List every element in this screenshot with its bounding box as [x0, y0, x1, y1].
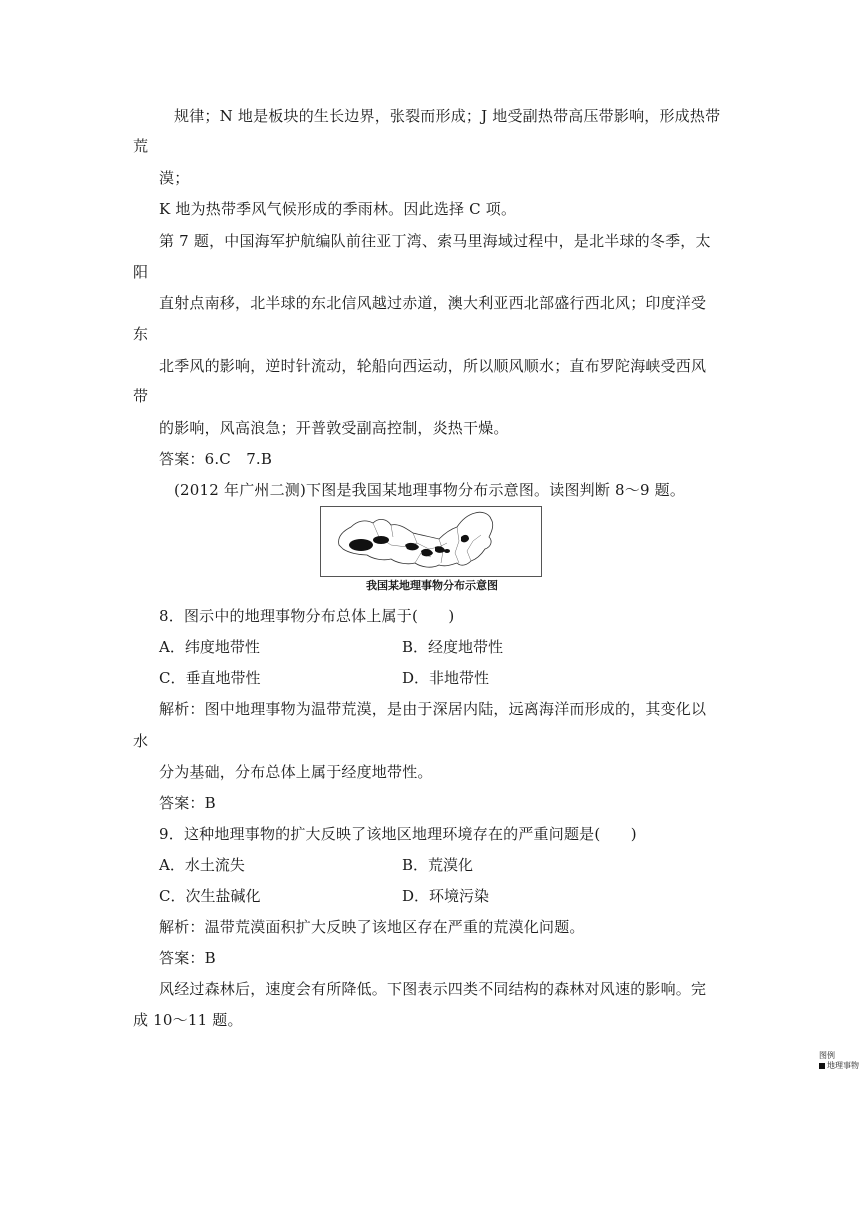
question-9-stem: 9．这种地理事物的扩大反映了该地区地理环境存在的严重问题是( ) [159, 825, 637, 843]
q9-option-a: A．水土流失 [159, 856, 245, 874]
text-line: K 地为热带季风气候形成的季雨林。因此选择 C 项。 [159, 200, 517, 218]
question-8-stem: 8．图示中的地理事物分布总体上属于( ) [159, 607, 455, 625]
china-map-icon [321, 507, 541, 576]
text-line: 直射点南移，北半球的东北信风越过赤道，澳大利亚西北部盛行西北风；印度洋受 [159, 294, 707, 312]
q8-answer: 答案：B [159, 794, 216, 812]
q8-option-d: D．非地带性 [402, 669, 490, 687]
q8-analysis: 水 [133, 732, 149, 750]
legend-swatch [819, 1063, 825, 1069]
q8-option-c: C．垂直地带性 [159, 669, 261, 687]
desert-region [349, 539, 373, 551]
text-line: 东 [133, 325, 149, 343]
question-intro: (2012 年广州二测)下图是我国某地理事物分布示意图。读图判断 8～9 题。 [174, 481, 686, 499]
text-line: 的影响，风高浪急；开普敦受副高控制，炎热干燥。 [159, 419, 509, 437]
q8-option-b: B．经度地带性 [402, 638, 504, 656]
map-legend [819, 1051, 859, 1071]
text-line: 规律；N 地是板块的生长边界，张裂而形成；J 地受副热带高压带影响，形成热带 [174, 107, 721, 125]
text-line: 漠； [159, 169, 190, 187]
q8-analysis: 解析：图中地理事物为温带荒漠，是由于深居内陆，远离海洋而形成的，其变化以 [159, 700, 707, 718]
q8-option-a: A．纬度地带性 [159, 638, 260, 656]
legend-item: 地理事物 [827, 1061, 859, 1070]
text-line: 第 7 题，中国海军护航编队前往亚丁湾、索马里海域过程中，是北半球的冬季，太 [159, 232, 711, 250]
q9-option-c: C．次生盐碱化 [159, 887, 261, 905]
question-intro: 风经过森林后，速度会有所降低。下图表示四类不同结构的森林对风速的影响。完 [159, 980, 707, 998]
text-line: 荒 [133, 137, 149, 155]
question-intro: 成 10～11 题。 [133, 1011, 243, 1029]
legend-title: 图例 [819, 1051, 835, 1060]
text-line: 带 [133, 387, 149, 405]
q9-answer: 答案：B [159, 949, 216, 967]
q9-option-b: B．荒漠化 [402, 856, 474, 874]
q8-analysis: 分为基础，分布总体上属于经度地带性。 [159, 763, 433, 781]
text-line: 北季风的影响，逆时针流动，轮船向西运动，所以顺风顺水；直布罗陀海峡受西风 [159, 357, 707, 375]
answer-line: 答案：6.C 7.B [159, 450, 273, 468]
q9-option-d: D．环境污染 [402, 887, 490, 905]
text-line: 阳 [133, 263, 149, 281]
figure-caption: 我国某地理事物分布示意图 [366, 579, 498, 592]
q9-analysis: 解析：温带荒漠面积扩大反映了该地区存在严重的荒漠化问题。 [159, 918, 585, 936]
